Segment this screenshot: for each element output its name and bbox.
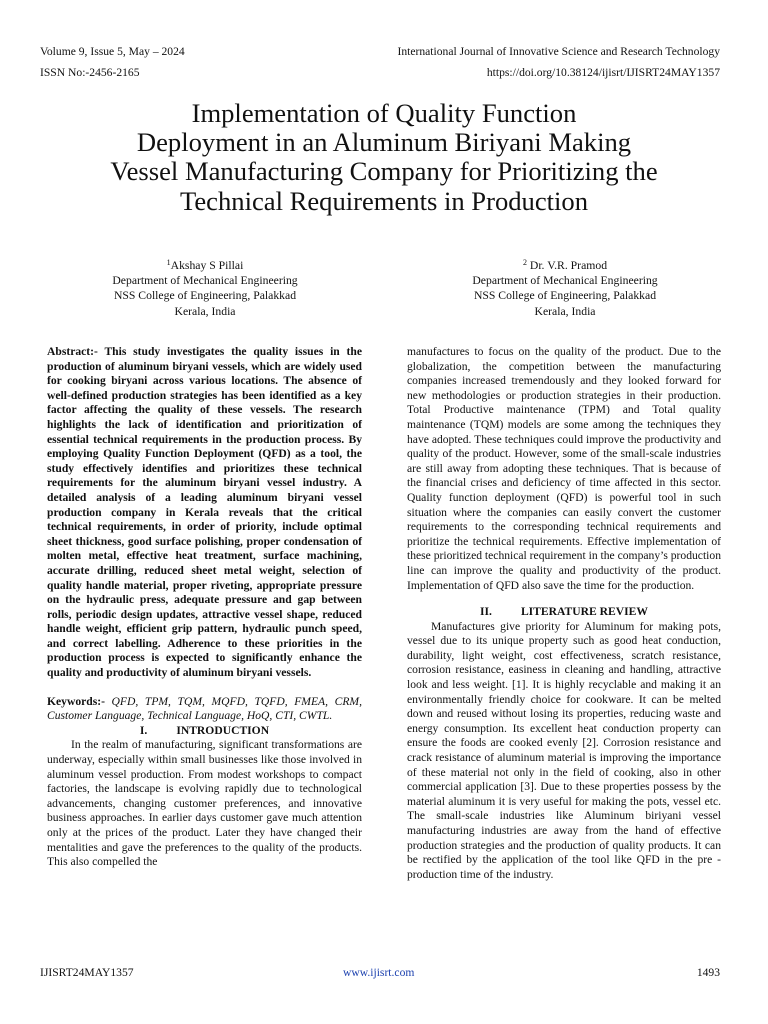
title-line: Deployment in an Aluminum Biriyani Making bbox=[136, 127, 632, 158]
volume-info: Volume 9, Issue 5, May – 2024 bbox=[40, 45, 185, 58]
title-line: Vessel Manufacturing Company for Prioritizing the bbox=[110, 156, 658, 187]
footer-website-link[interactable]: www.ijisrt.com bbox=[343, 966, 415, 979]
right-column bbox=[407, 345, 721, 882]
journal-name: International Journal of Innovative Science and Research Technology bbox=[397, 45, 720, 58]
author-1 bbox=[55, 258, 355, 319]
left-column bbox=[47, 345, 362, 870]
author-name: Akshay S Pillai bbox=[170, 259, 244, 272]
title-line: Technical Requirements in Production bbox=[179, 185, 589, 216]
author-dept: Department of Mechanical Engineering bbox=[472, 274, 658, 288]
keywords-list: QFD, TPM, TQM, MQFD, TQFD, FMEA, CRM, Customer Language, Technical Language, HoQ, CTI, CWTL. bbox=[47, 694, 362, 723]
author-college: NSS College of Engineering, Palakkad bbox=[473, 289, 657, 303]
author-sup: 1 bbox=[166, 258, 171, 267]
intro-text: In the realm of manufacturing, significant transformations are underway, especially within small businesses like those involved in aluminum vessel production. From modest workshops to compact factories, the landscape is evolving rapidly due to technological advancements, changing customer preferences, and innovative business approaches. In earlier days customer gave much attention only at the prices of the product. Later they have changed their mentalities and gave the preferences to the quality of the products. This also compelled the bbox=[47, 738, 362, 869]
author-place: Kerala, India bbox=[534, 304, 596, 318]
author-2 bbox=[415, 258, 715, 319]
author-place: Kerala, India bbox=[174, 304, 236, 318]
abstract: Abstract:- This study investigates the quality issues in the production of aluminum biryani vessels, which are widely used for cooking biryani across various locations. The absence of well-defined production strategies has been identified as a key factor affecting the quality of these vessels. The research highlights the lack of identification and prioritization of essential technical requirements in the production process. By employing Quality Function Deployment (QFD) as a tool, the study effectively identifies and prioritizes these technical requirements for the aluminum biryani vessel industry. A detailed analysis of a leading aluminum biryani vessel production company in Kerala reveals that the critical technical requirements, in order of priority, include optimal sheet thickness, good surface polishing, proper condensation of molten metal, effective heat treatment, surface machining, accurate drilling, reduced sheet metal weight, selection of quality handle material, proper riveting, appropriate pressure on the hydraulic press, adequate pressure and gap between rolls, periodic design updates, attractive vessel shape, reduced handle weight, efficient grip pattern, hydraulic punch speed, and correct labelling. Adherence to these priorities in the production process is expected to significantly enhance the quality and productivity of aluminum biryani vessels. bbox=[47, 345, 362, 680]
author-college: NSS College of Engineering, Palakkad bbox=[113, 289, 297, 303]
intro-heading: I. INTRODUCTION bbox=[139, 723, 270, 737]
doi-link[interactable]: https://doi.org/10.38124/ijisrt/IJISRT24MAY1357 bbox=[486, 66, 720, 79]
author-sup: 2 bbox=[522, 258, 527, 267]
title-line: Implementation of Quality Function bbox=[191, 98, 577, 128]
author-dept: Department of Mechanical Engineering bbox=[112, 274, 298, 288]
paper-title bbox=[40, 99, 728, 216]
intro-continued: manufactures to focus on the quality of the product. Due to the globalization, the competition between the manufacturing companies increased tremendously and they looked forward for new methodologies or production strategies in their production. Total Productive maintenance (TPM) and Total quality maintenance (TQM) models are some among the techniques they have adopted. These techniques could improve the productivity and quality of the product. However, some of the small-scale industries are still away from adopting these techniques. That is because of the financial crises and deficiency of time affected in this sector. Quality function deployment (QFD) is powerful tool in such situation where the companies can easily convert the customer requirements to the corresponding technical requirements and prioritize the technical requirements. Effective implementation of these prioritized technical requirement in the company’s production line can improve the quality and productivity of the product. Implementation of QFD also save the time for the production. bbox=[407, 345, 721, 592]
page-number: 1493 bbox=[696, 966, 720, 979]
author-name: Dr. V.R. Pramod bbox=[526, 259, 608, 272]
literature-text: Manufactures give priority for Aluminum for making pots, vessel due to its unique property such as good heat conduction, durability, light weight, cost effectiveness, scratch resistance, corrosion resistance, easiness in cleaning and handling, attractive look and less weight. [1]. It is highly recyclable and making it an environmentally friendly choice for cookware. It can be melted down and reused without losing its properties, reducing waste and energy consumption. Its excellent heat conduction property can ensure the foods are cooked evenly [2]. Corrosion resistance and crack resistance of aluminum material is improving the importance of these material not only in the field of cooking, also in other commercial application [3]. Due to these properties possess by the material aluminum it is very useful for making the pots, vessel etc. The small-scale industries like Aluminum biriyani vessel manufacturing industries are away from the hand of effective production strategies and the production of quality products. It can be rectified by the application of the tool like QFD in the pre -production time of the industry. bbox=[407, 619, 721, 881]
footer-paper-id: IJISRT24MAY1357 bbox=[40, 966, 134, 979]
issn: ISSN No:-2456-2165 bbox=[40, 66, 140, 79]
keywords-label: Keywords:- bbox=[47, 694, 105, 708]
literature-heading: II. LITERATURE REVIEW bbox=[480, 605, 648, 619]
keywords bbox=[47, 695, 362, 724]
